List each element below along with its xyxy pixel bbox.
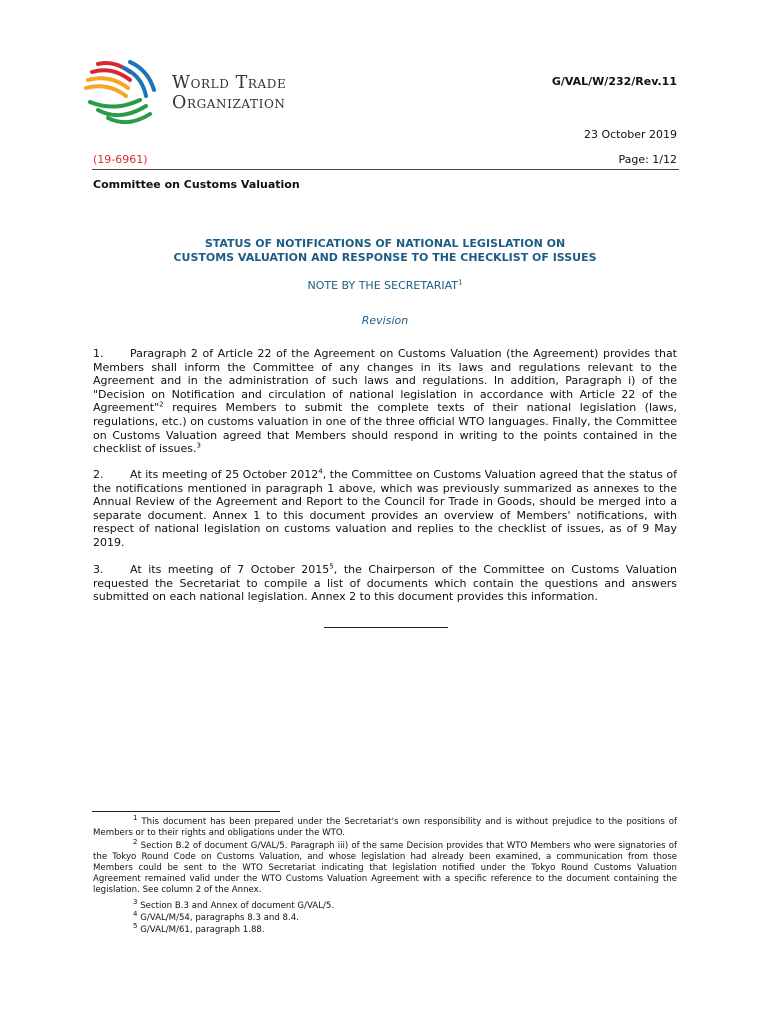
document-title	[93, 237, 677, 265]
committee-name: Committee on Customs Valuation	[93, 178, 300, 191]
document-symbol: G/VAL/W/232/Rev.11	[551, 75, 677, 88]
footnote-ref-2: 2	[159, 400, 164, 409]
title-line-1: STATUS OF NOTIFICATIONS OF NATIONAL LEGISLATION ON	[204, 237, 566, 250]
end-separator	[324, 627, 448, 628]
paragraph-text: , the Committee on Customs Valuation agreed that the status of the notifications mentioned in paragraph 1 above, which was previously summarized as annexes to the Annual Review of the Agreement and Report to the Council for Trade in Goods, should be merged into a separate document. Annex 1 to this document provides an overview of Members' notifications, with respect of national legislation on customs valuation and replies to the checklist of issues, as of 9 May 2019.	[93, 468, 677, 549]
logo-line-2: Organization	[172, 93, 286, 113]
footnote-number: 2	[133, 838, 138, 847]
footnote-text: G/VAL/M/54, paragraphs 8.3 and 8.4.	[140, 913, 299, 923]
paragraph-3	[93, 563, 677, 604]
page-indicator: Page: 1/12	[618, 153, 677, 166]
logo-wordmark	[172, 73, 286, 113]
logo-line-1: World Trade	[172, 73, 287, 93]
footnote-ref-3: 3	[196, 441, 201, 450]
paragraph-text: Paragraph 2 of Article 22 of the Agreement on Customs Valuation (the Agreement) provides that Members shall inform the Committee of any changes in its laws and regulations relevant to the Agreement and in the administration of such laws and regulations. In addition, Paragraph i) of the "Decision on Notification and circulation of national legislation in accordance with Article 22 of the Agreement"	[93, 347, 677, 415]
paragraph-text: , the Chairperson of the Committee on Customs Valuation requested the Secretariat to compile a list of documents which contain the questions and answers submitted on each national legislation. Annex 2 to this document provides this information.	[93, 563, 677, 604]
paragraph-text: requires Members to submit the complete texts of their national legislation (laws, regulations, etc.) on customs valuation in one of the three official WTO languages. Finally, the Committee on Customs Valuation agreed that Members should respond in writing to the points contained in the checklist of issues.	[93, 401, 677, 456]
footnote-3	[93, 898, 677, 912]
footnote-text: G/VAL/M/61, paragraph 1.88.	[140, 925, 265, 935]
footnote-ref-5: 5	[329, 562, 334, 571]
footnote-divider	[92, 811, 280, 812]
paragraph-number: 3.	[93, 563, 104, 576]
revision-label: Revision	[361, 314, 409, 327]
header-divider	[92, 169, 679, 170]
footnote-2	[93, 838, 677, 896]
paragraph-number: 1.	[93, 347, 104, 360]
footnote-1	[93, 814, 678, 839]
document-date: 23 October 2019	[583, 128, 677, 141]
note-label: NOTE BY THE SECRETARIAT	[307, 279, 459, 292]
footnote-number: 1	[133, 814, 138, 823]
footnote-ref-1: 1	[458, 278, 463, 287]
paragraph-text: At its meeting of 7 October 2015	[130, 563, 330, 576]
footnote-text: Section B.3 and Annex of document G/VAL/5.	[140, 901, 335, 911]
note-by-secretariat	[93, 279, 677, 292]
paragraph-1	[93, 347, 677, 456]
document-reference: (19-6961)	[93, 153, 148, 166]
footnote-4	[93, 910, 677, 924]
footnote-text: Section B.2 of document G/VAL/5. Paragraph iii) of the same Decision provides that WTO Members who were signatories of the Tokyo Round Code on Customs Valuation, and whose legislation had already been examined, a communication from those Members could be sent to the WTO Secretariat indicating that legislation notified under the Tokyo Round Customs Valuation Agreement remained valid under the WTO Customs Valuation Agreement with a specific reference to the document containing the legislation. See column 2 of the Annex.	[93, 841, 677, 895]
footnote-text: This document has been prepared under the Secretariat's own responsibility and is without prejudice to the positions of Members or to their rights and obligations under the WTO.	[93, 817, 678, 838]
footnote-ref-4: 4	[318, 467, 323, 476]
paragraph-2	[93, 468, 677, 550]
wto-logo-icon	[84, 58, 164, 128]
footnote-5	[93, 922, 677, 936]
footnote-number: 5	[133, 922, 138, 931]
paragraph-text: At its meeting of 25 October 2012	[130, 468, 319, 481]
title-line-2: CUSTOMS VALUATION AND RESPONSE TO THE CHECKLIST OF ISSUES	[173, 251, 597, 264]
paragraph-number: 2.	[93, 468, 104, 481]
footnote-number: 4	[133, 910, 138, 919]
footnote-number: 3	[133, 898, 138, 907]
